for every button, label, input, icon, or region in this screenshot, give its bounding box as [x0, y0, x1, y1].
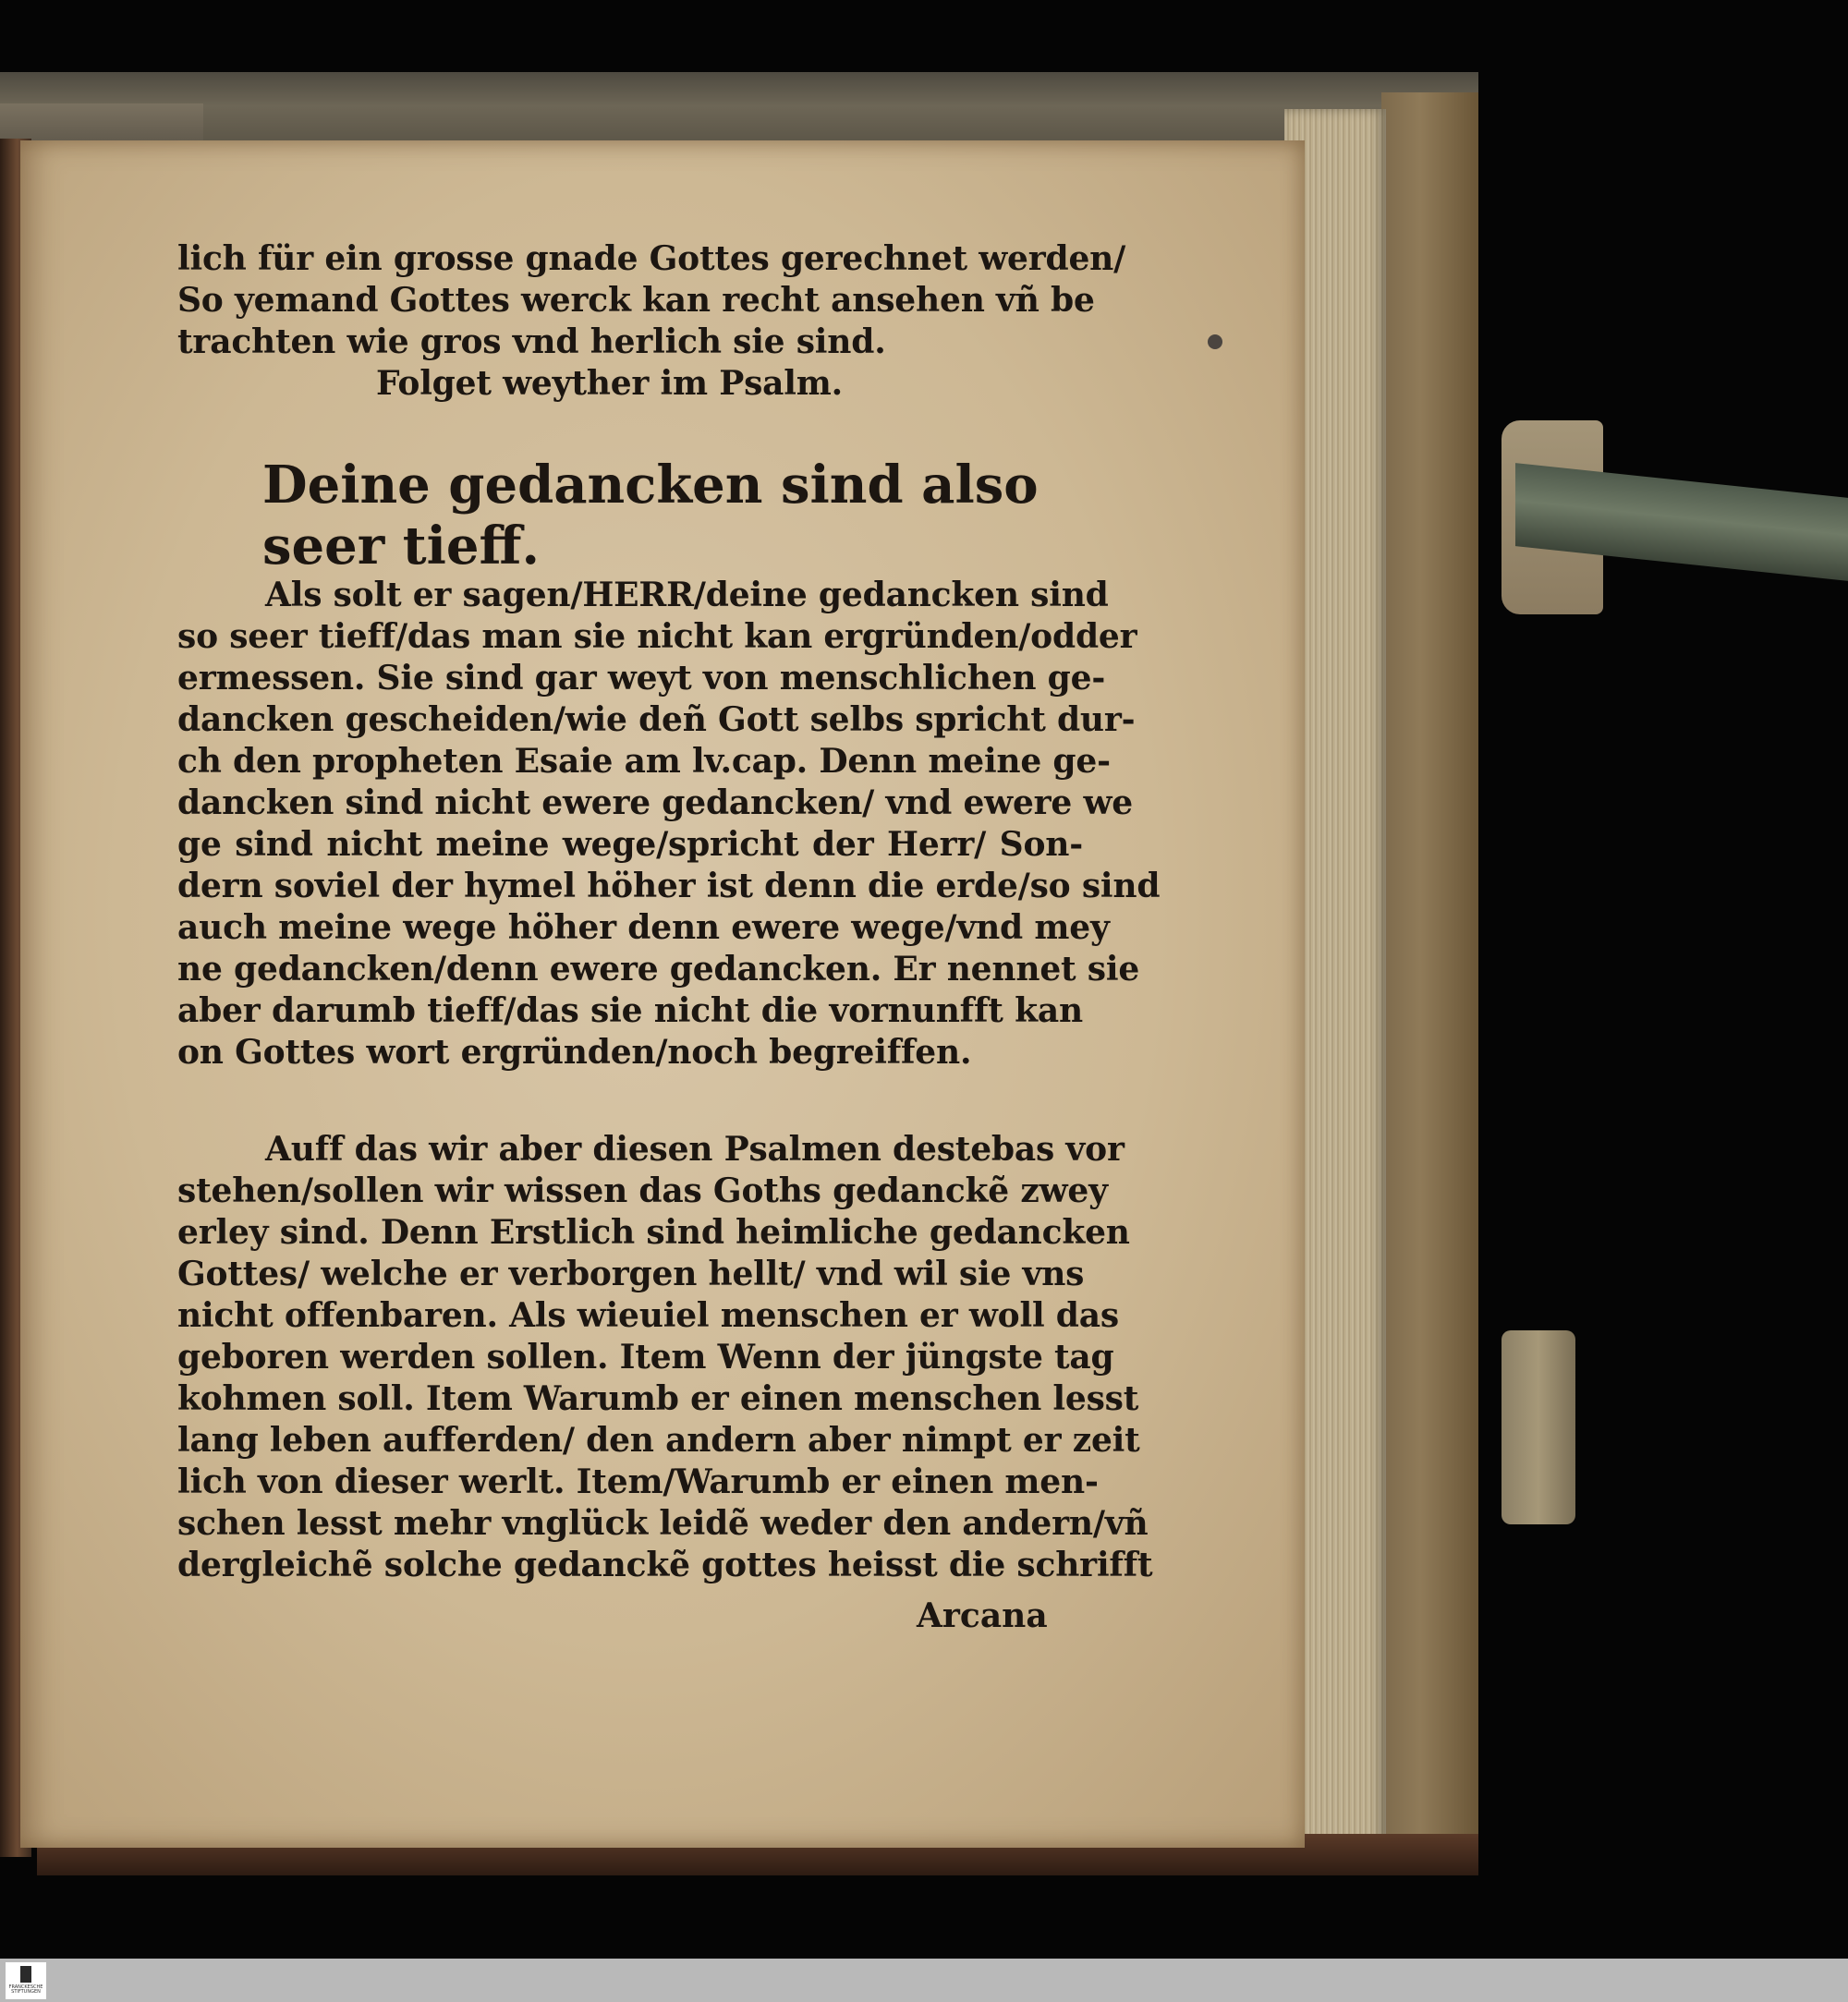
- text-line: kohmen soll. Item Warumb er einen menschen lesst: [177, 1379, 1139, 1418]
- text-line: geboren werden sollen. Item Wenn der jüngste tag: [177, 1338, 1114, 1377]
- text-line: nicht offenbaren. Als wieuiel menschen er woll das: [177, 1296, 1119, 1335]
- text-line: stehen/sollen wir wissen das Goths gedanckẽ zwey: [177, 1171, 1108, 1210]
- ink-spot: [1208, 334, 1222, 349]
- text-line: on Gottes wort ergründen/noch begreiffen.: [177, 1033, 972, 1072]
- institution-logo[interactable]: [6, 1962, 46, 1999]
- text-line: dancken sind nicht ewere gedancken/ vnd ewere we: [177, 783, 1133, 822]
- viewer-footer: [0, 1959, 1848, 2002]
- text-line: lich für ein grosse gnade Gottes gerechnet werden/: [177, 239, 1126, 278]
- text-line: auch meine wege höher denn ewere wege/vnd mey: [177, 908, 1110, 947]
- clasp-catch: [1502, 1330, 1575, 1524]
- text-line: Als solt er sagen/HERR/deine gedancken sind: [265, 576, 1109, 614]
- subheading: Folget weyther im Psalm.: [376, 364, 844, 403]
- text-line: So yemand Gottes werck kan recht ansehen vñ be: [177, 281, 1095, 320]
- building-icon: [20, 1966, 31, 1983]
- paragraph-2: [177, 1129, 1153, 1586]
- text-line: lich von dieser werlt. Item/Warumb er einen men-: [177, 1462, 1099, 1501]
- text-line: ermessen. Sie sind gar weyt von menschlichen ge-: [177, 659, 1106, 698]
- catchword: Arcana: [917, 1596, 1048, 1635]
- text-line: dern soviel der hymel höher ist denn die erde/so sind: [177, 867, 1161, 905]
- book-page: [20, 140, 1305, 1848]
- text-line: trachten wie gros vnd herlich sie sind.: [177, 322, 886, 361]
- top-text-block: [177, 238, 1126, 405]
- cover-board-right: [1381, 92, 1478, 1848]
- text-line: ch den propheten Esaie am lv.cap. Denn meine ge-: [177, 742, 1111, 781]
- text-line: ge sind nicht meine wege/spricht der Herr/ Son-: [177, 825, 1083, 864]
- text-line: Gottes/ welche er verborgen hellt/ vnd wil sie vns: [177, 1255, 1085, 1293]
- text-line: lang leben aufferden/ den andern aber nimpt er zeit: [177, 1421, 1140, 1460]
- text-line: schen lesst mehr vnglück leidẽ weder den andern/vñ: [177, 1504, 1149, 1543]
- text-line: dancken gescheiden/wie deñ Gott selbs spricht dur-: [177, 700, 1136, 739]
- text-line: aber darumb tieff/das sie nicht die vornunfft kan: [177, 991, 1083, 1030]
- text-line: so seer tieff/das man sie nicht kan ergründen/odder: [177, 617, 1137, 656]
- heading-line: seer tieff.: [262, 516, 541, 576]
- text-line: Auff das wir aber diesen Psalmen destebas vor: [265, 1130, 1125, 1169]
- binding-top: [0, 72, 1478, 148]
- logo-caption: FRANCKESCHE STIFTUNGEN: [8, 1984, 43, 1995]
- verse-heading: [262, 455, 1094, 576]
- paragraph-1: [177, 575, 1161, 1074]
- text-line: dergleichẽ solche gedanckẽ gottes heisst die schrifft: [177, 1546, 1153, 1584]
- heading-line: Deine gedancken sind also: [262, 455, 1039, 516]
- text-line: ne gedancken/denn ewere gedancken. Er nennet sie: [177, 950, 1140, 989]
- text-line: erley sind. Denn Erstlich sind heimliche gedancken: [177, 1213, 1130, 1252]
